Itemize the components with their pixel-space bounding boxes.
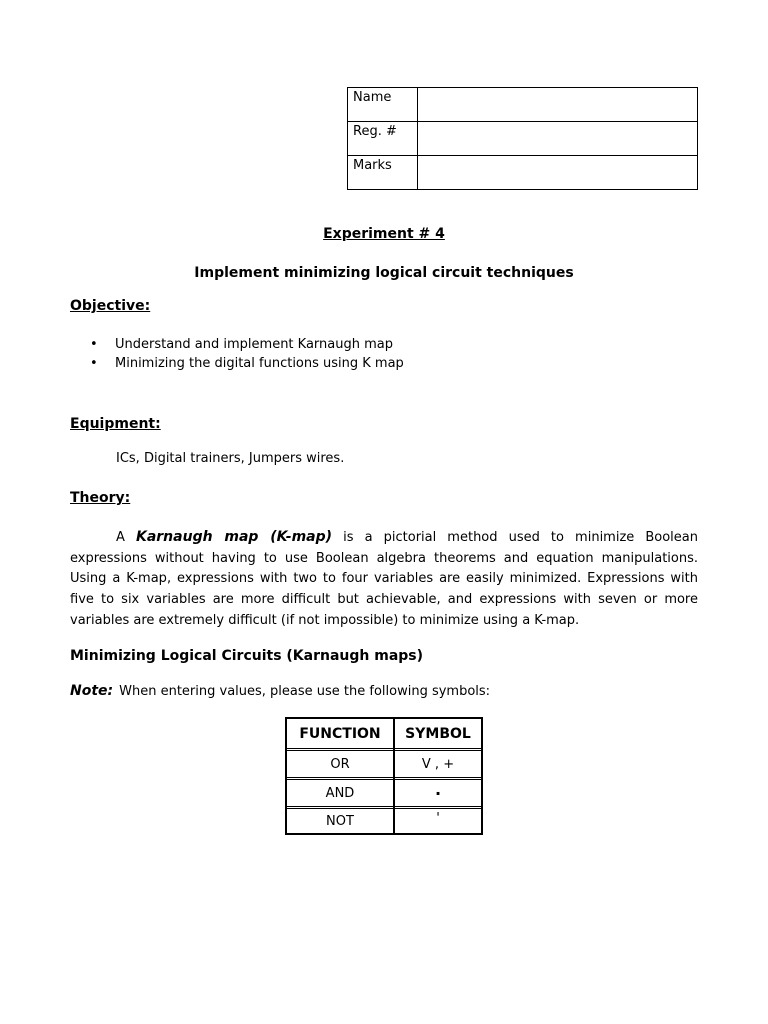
function-header: FUNCTION [299, 725, 381, 742]
note-text: When entering values, please use the following symbols: [119, 684, 491, 699]
theory-paragraph [70, 527, 698, 632]
list-item [70, 356, 404, 375]
symbol-cell: · [434, 783, 442, 803]
symbol-table [285, 717, 483, 835]
function-cell: AND [325, 785, 355, 801]
table-row [287, 751, 481, 777]
name-value[interactable] [418, 88, 698, 122]
kmap-term: Karnaugh map (K-map) [135, 529, 333, 545]
symbol-cell: V , + [421, 756, 455, 772]
symbol-header: SYMBOL [405, 725, 471, 742]
objective-heading: Objective: [70, 298, 151, 314]
info-row-name [348, 88, 698, 122]
function-cell: NOT [326, 813, 354, 829]
equipment-text: ICs, Digital trainers, Jumpers wires. [116, 451, 345, 466]
equipment-heading: Equipment: [70, 416, 161, 432]
bullet-icon: • [90, 356, 98, 371]
symbol-cell: ' [436, 811, 440, 826]
reg-value[interactable] [418, 122, 698, 156]
bullet-icon: • [90, 337, 98, 352]
theory-heading: Theory: [70, 490, 131, 506]
note-label: Note: [70, 683, 114, 699]
table-row [287, 780, 481, 806]
theory-text: is a pictorial method used to minimize Boolean expressions without having to use Boolean algebra theorems and equation manipulations. Using a K-map, expressions with two to four variables are easily minimized. Expressions with five to six variables are more difficult but achievable, and expressions with seven or more variables are extremely difficult (if not impossible) to minimize using a K-map. [70, 530, 699, 628]
theory-lead: A [116, 530, 136, 545]
student-info-table [347, 87, 698, 190]
objective-list [70, 337, 404, 375]
experiment-subtitle: Implement minimizing logical circuit techniques [194, 265, 574, 281]
list-item [70, 337, 404, 356]
note-line [70, 683, 490, 699]
table-row [287, 809, 481, 833]
kmap-section-heading: Minimizing Logical Circuits (Karnaugh maps) [70, 648, 424, 664]
info-row-marks [348, 156, 698, 190]
marks-value[interactable] [418, 156, 698, 190]
objective-item-text: Understand and implement Karnaugh map [115, 337, 393, 352]
name-label: Name [348, 88, 418, 122]
experiment-title: Experiment # 4 [323, 226, 445, 242]
objective-item-text: Minimizing the digital functions using K map [115, 356, 404, 371]
info-row-reg [348, 122, 698, 156]
column-divider [393, 719, 395, 833]
symbol-table-header [287, 719, 481, 748]
reg-label: Reg. # [348, 122, 418, 156]
function-cell: OR [330, 756, 350, 772]
marks-label: Marks [348, 156, 418, 190]
